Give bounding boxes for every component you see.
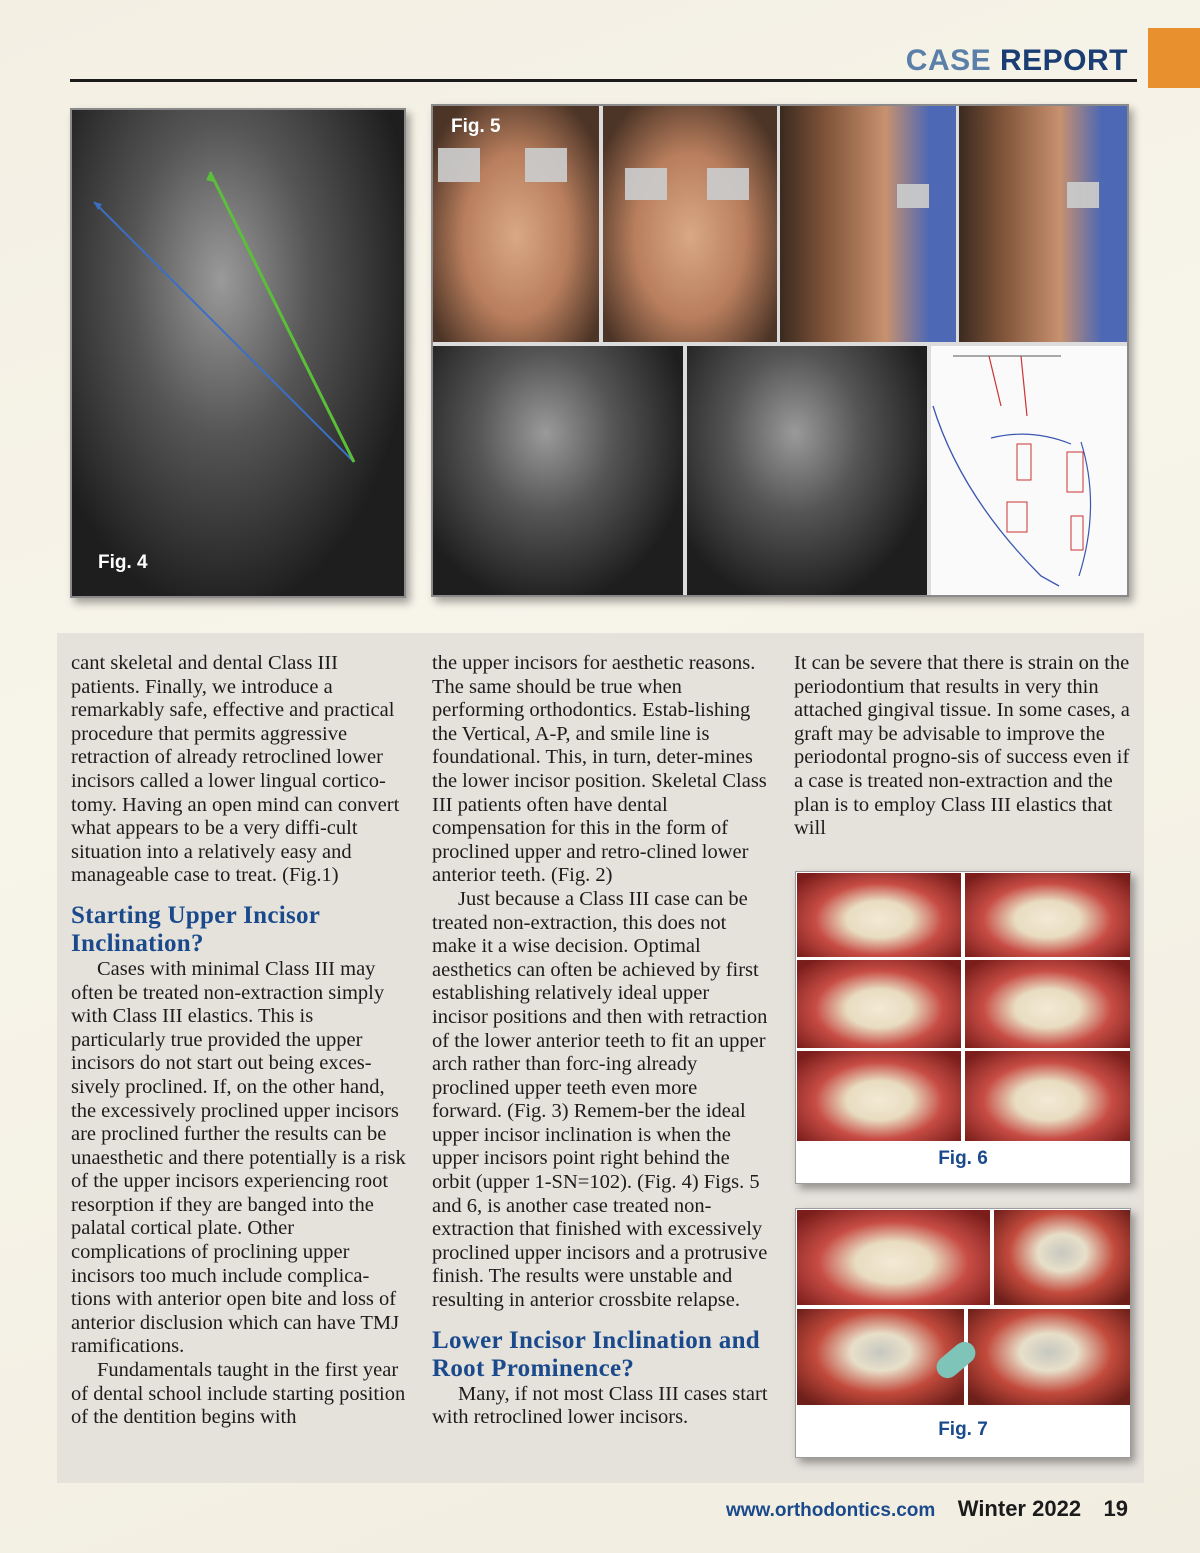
column-2-paragraph-2: Just because a Class III case can be treated non-extraction, this does not make it a wise decision. Optimal aesthetics can often be achieved by first establishing relatively ideal upper incisor positions and then with retraction of the lower anterior teeth to fit an upper arch rather than forc-ing already proclined upper teeth even more forward. (Fig. 3) Remem-ber the ideal upper incisor inclination is when the upper incisors point right behind the orbit (upper 1-SN=102). (Fig. 4) Figs. 5 and 6, is another case treated non-extraction that finished with excessively proclined upper incisors and a protrusive finish. The results were unstable and resulting in anterior crossbite relapse. <box>432 887 768 1312</box>
intraoral-photo <box>965 873 1130 957</box>
eye-mask <box>525 148 567 182</box>
page-footer <box>726 1496 1128 1522</box>
braces-photo <box>994 1210 1130 1305</box>
braces-photo <box>968 1309 1130 1405</box>
figure-5-panel <box>431 104 1129 597</box>
xray-lateral-before <box>433 346 683 595</box>
column-1-paragraph-2: Cases with minimal Class III may often be treated non-extraction simply with Class III elastics. This is particularly true provided the upper incisors do not start out being exces-sively proclined. If, on the other hand, the excessively proclined upper incisors are proclined further the results can be unaesthetic and there potentially is a risk of the upper incisors experiencing root resorption if they are banged into the palatal cortical plate. Other complications of proclining upper incisors too much include complica-tions with anterior open bite and loss of anterior disclusion which can have TMJ ramifications. <box>71 957 406 1358</box>
figure-4-label: Fig. 4 <box>98 552 148 573</box>
header-rule <box>70 79 1137 82</box>
intraoral-photo <box>797 960 961 1048</box>
intraoral-photo <box>797 1210 990 1305</box>
braces-photo <box>797 1309 964 1405</box>
heading-lower-incisor: Lower Incisor Inclination and Root Prominence? <box>432 1326 760 1382</box>
column-2 <box>432 652 770 1430</box>
photo-profile-left <box>780 106 956 342</box>
section-title-word2: REPORT <box>999 44 1128 77</box>
figure-4-xray <box>70 108 406 598</box>
heading-starting-upper-incisor: Starting Upper Incisor Inclination? <box>71 901 320 957</box>
column-2-paragraph-1: the upper incisors for aesthetic reasons. The same should be true when performing orthodontics. Estab-lishing the Vertical, A-P, and smile line is foundational. This, in turn, deter-mines the lower incisor position. Skeletal Class III patients often have dental compensation for this in the form of proclined upper and retro-clined lower anterior teeth. (Fig. 2) <box>432 652 767 887</box>
figure-6-label: Fig. 6 <box>938 1148 988 1169</box>
eye-mask <box>707 168 749 200</box>
photo-profile-right <box>959 106 1127 342</box>
column-3-paragraph-1: It can be severe that there is strain on the periodontium that results in very thin attached gingival tissue. In some cases, a graft may be advisable to improve the periodontal progno-sis of success even if a case is treated non-extraction and the plan is to employ Class III elastics that will <box>794 652 1130 840</box>
cephalometric-lines <box>72 110 404 596</box>
page-number: 19 <box>1103 1496 1128 1521</box>
intraoral-photo <box>965 1051 1130 1141</box>
column-1-paragraph-3: Fundamentals taught in the first year of dental school include starting position of the dentition begins with <box>71 1359 406 1429</box>
section-title <box>906 44 1128 78</box>
figure-6-panel <box>795 871 1131 1184</box>
figure-7-label: Fig. 7 <box>938 1419 988 1440</box>
eye-mask <box>1067 182 1099 208</box>
column-2-paragraph-3: Many, if not most Class III cases start with retroclined lower incisors. <box>432 1382 768 1429</box>
orange-section-tab <box>1148 28 1200 88</box>
column-3 <box>794 652 1130 841</box>
figure-5-label: Fig. 5 <box>451 116 501 137</box>
column-1 <box>71 652 406 1430</box>
intraoral-photo <box>965 960 1130 1048</box>
section-title-word1: CASE <box>905 44 992 77</box>
footer-issue: Winter 2022 <box>957 1496 1082 1521</box>
eye-mask <box>438 148 480 182</box>
xray-lateral-after <box>687 346 927 595</box>
eye-mask <box>625 168 667 200</box>
photo-front-smile <box>433 106 599 342</box>
photo-front-full-smile <box>603 106 777 342</box>
intraoral-photo <box>797 1051 961 1141</box>
column-1-paragraph-1: cant skeletal and dental Class III patients. Finally, we introduce a remarkably safe, effective and practical procedure that permits aggressive retraction of already retroclined lower incisors called a lower lingual cortico-tomy. Having an open mind can convert what appears to be a very diffi-cult situation into a relatively easy and manageable case to treat. (Fig.1) <box>71 652 400 887</box>
tracing-lines <box>931 346 1127 595</box>
eye-mask <box>897 184 929 208</box>
cephalometric-tracing <box>931 346 1127 595</box>
footer-url[interactable]: www.orthodontics.com <box>725 1500 936 1521</box>
intraoral-photo <box>797 873 961 957</box>
figure-7-panel <box>795 1208 1131 1458</box>
